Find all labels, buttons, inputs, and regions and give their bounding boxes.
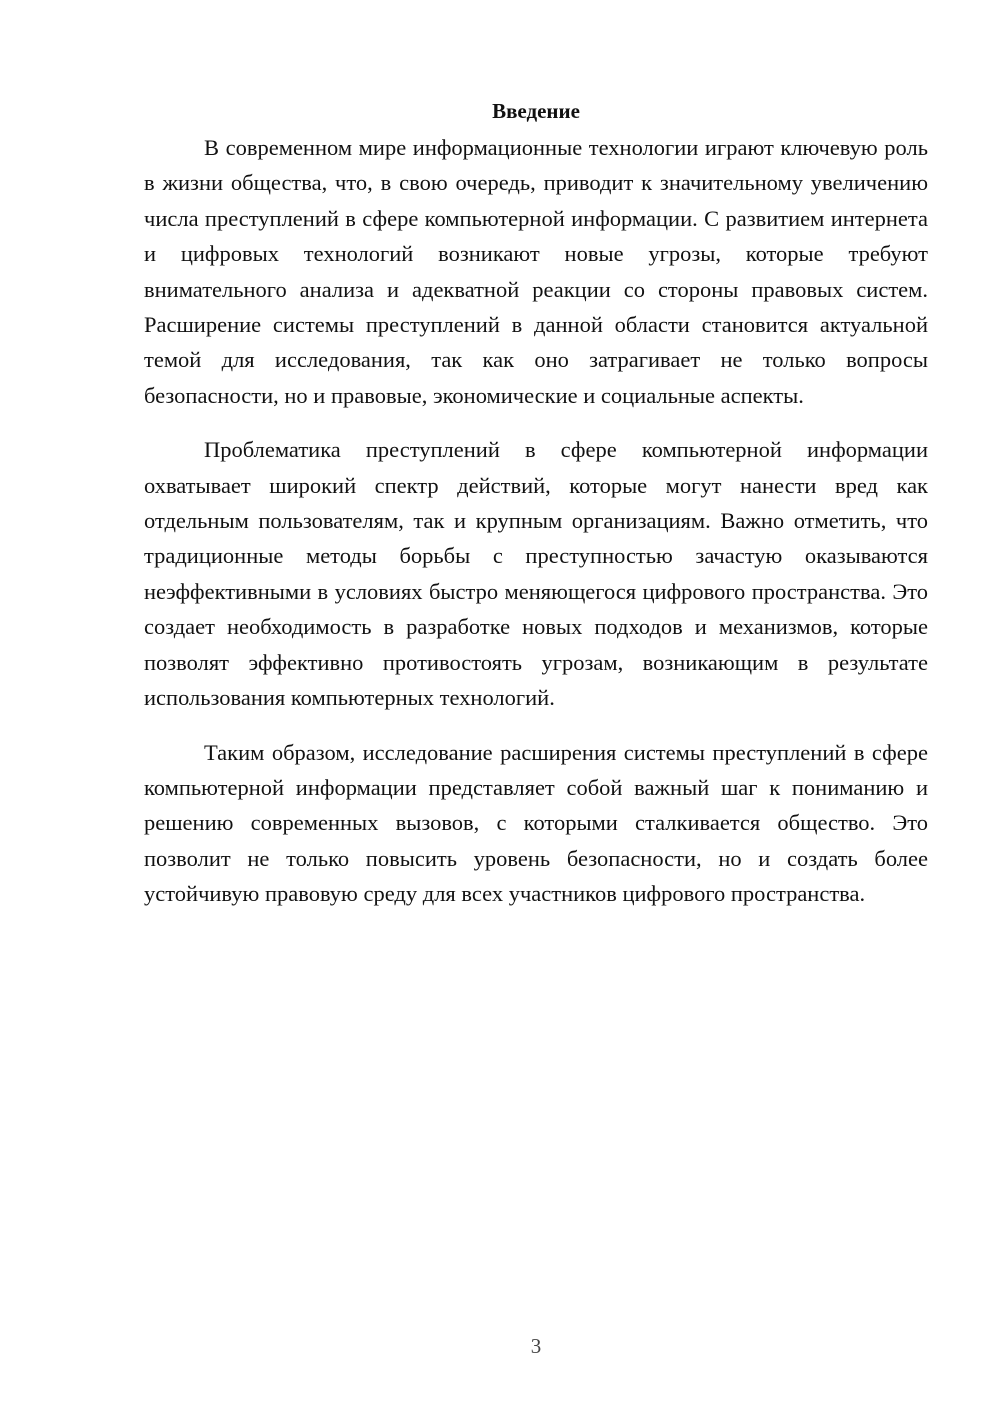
page-title: Введение [492,99,580,123]
paragraph-1: В современном мире информационные технологии играют ключевую роль в жизни общества, что, в свою очередь, приводит к значительному увеличению числа преступлений в сфере компьютерной информации. С развитием интернета и цифровых технологий возникают новые угрозы, которые требуют внимательного анализа и адекватной реакции со стороны правовых систем. Расширение системы преступлений в данной области становится актуальной темой для исследования, так как оно затрагивает не только вопросы безопасности, но и правовые, экономические и социальные аспекты. [144,135,928,408]
paragraph-2: Проблематика преступлений в сфере компьютерной информации охватывает широкий спектр действий, которые могут нанести вред как отдельным пользователям, так и крупным организациям. Важно отметить, что традиционные методы борьбы с преступностью зачастую оказываются неэффективными в условиях быстро меняющегося цифрового пространства. Это создает необходимость в разработке новых подходов и механизмов, которые позволят эффективно противостоять угрозам, возникающим в результате использования компьютерных технологий. [144,437,928,711]
page-number: 3 [530,1334,542,1358]
paragraph-3: Таким образом, исследование расширения системы преступлений в сфере компьютерной информации представляет собой важный шаг к пониманию и решению современных вызовов, с которыми сталкивается общество. Это позволит не только повысить уровень безопасности, но и создать более устойчивую правовую среду для всех участников цифрового пространства. [144,739,928,907]
page-content [144,96,928,931]
